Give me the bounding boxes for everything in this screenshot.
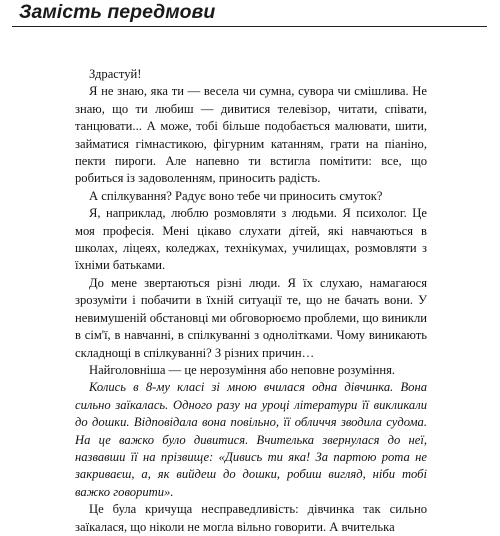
paragraph-greeting: Здрастуй! bbox=[89, 67, 142, 81]
paragraph: Я не знаю, яка ти — весела чи сумна, сувора чи смішлива. Не знаю, що ти любиш — дивитися телевізор, читати, співати, танцювати... А може, тобі більше подобається малювати, шити, займатися гімнастикою, фігурним катанням, грати на піаніно, пекти пироги. Але напевно ти встигла помітити: все, що робиться із задоволенням, приносить радість. bbox=[75, 84, 427, 186]
paragraph-italic-story: Колись в 8-му класі зі мною вчилася одна дівчинка. Вона сильно заїкалась. Одного разу на уроці літератури її викликали до дошки. Відповідала вона повільно, її обличчя зводила судома. На це важко було дивитися. Вчителька звернулася до неї, назвавши її на прізвище: «Дивись ти яка! За партою рота не закриваєш, а, як вийдеш до дошки, робиш вигляд, ніби тобі важко говорити». bbox=[75, 380, 427, 499]
paragraph: До мене звертаються різні люди. Я їх слухаю, намагаюся зрозуміти і побачити в їхній ситуації те, що не бачать вони. У невимушеній обстановці ми обговорюємо проблеми, що виникли в сім'ї, в навчанні, в спілкуванні з однолітками. Чому виникають складнощі в спілкуванні? З різних причин… bbox=[75, 275, 427, 360]
page-title: Замість передмови bbox=[19, 1, 216, 23]
paragraph: А спілкування? Радує воно тебе чи приносить смуток? bbox=[89, 188, 383, 203]
document-body bbox=[75, 66, 427, 536]
paragraph: Це була кричуща несправедливість: дівчинка так сильно заїкалася, що ніколи не могла вільно говорити. А вчителька bbox=[75, 502, 427, 534]
title-underline-divider bbox=[12, 26, 487, 27]
paragraph: Я, наприклад, люблю розмовляти з людьми. Я психолог. Це моя професія. Мені цікаво слухати дітей, які навчаються в школах, ліцеях, коледжах, технікумах, училищах, розмовляти з їхніми батьками. bbox=[75, 206, 427, 273]
paragraph: Найголовніша — це нерозуміння або неповне розуміння. bbox=[89, 362, 396, 377]
